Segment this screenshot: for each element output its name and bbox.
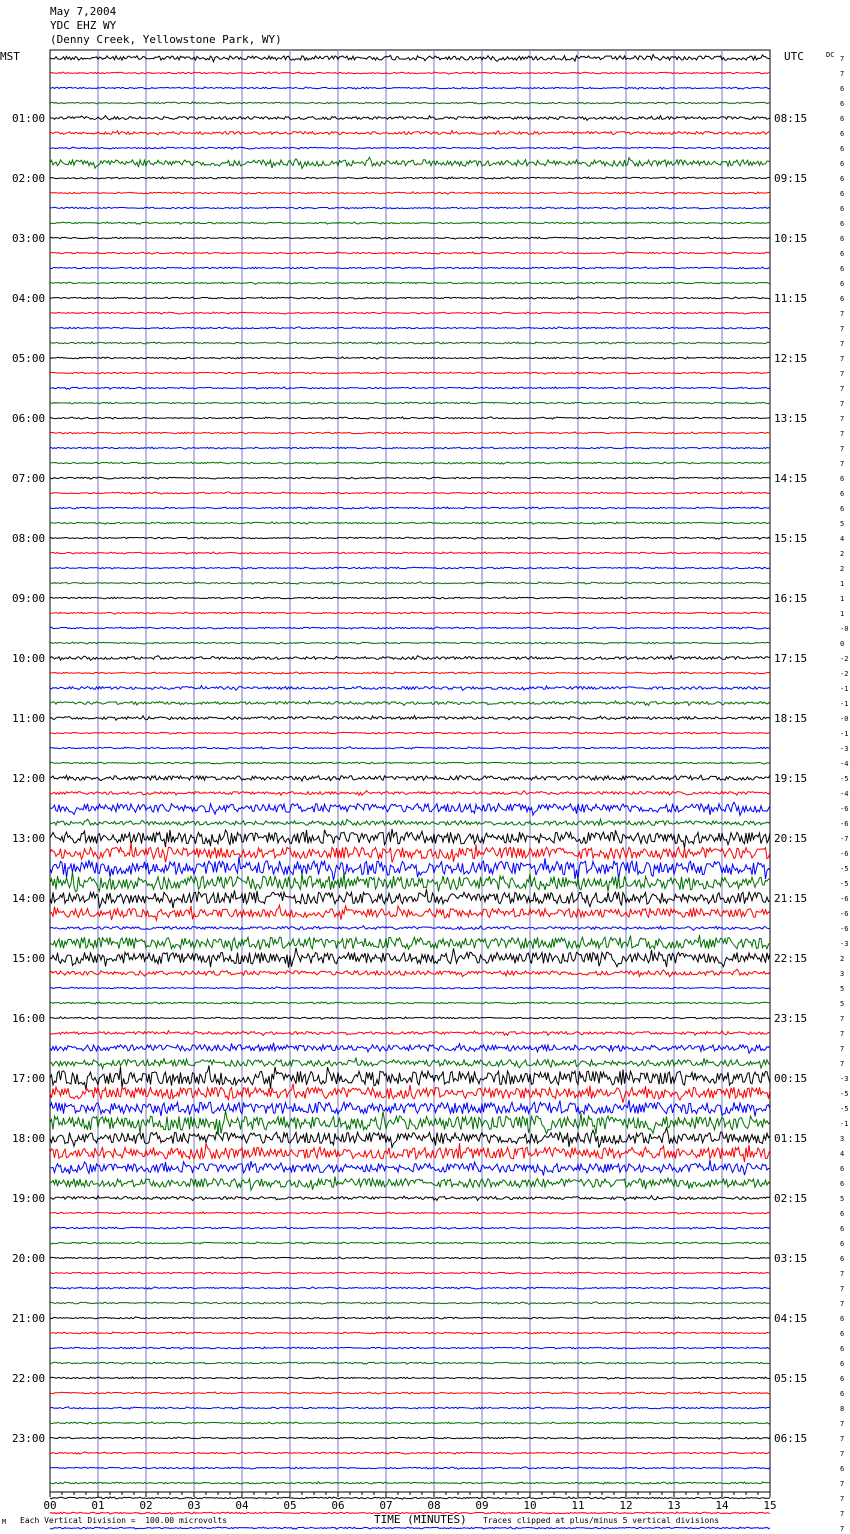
- dc-offset-label: 2: [840, 550, 845, 558]
- seismic-trace: [50, 1257, 770, 1259]
- mst-time-label: 15:00: [12, 952, 46, 965]
- dc-offset-label: 6: [840, 205, 845, 213]
- seismic-trace: [50, 432, 770, 434]
- dc-offset-label: -7: [840, 835, 849, 843]
- dc-offset-label: 6: [840, 1465, 845, 1473]
- dc-offset-label: 7: [840, 340, 845, 348]
- seismic-trace: [50, 987, 770, 989]
- seismic-trace: [50, 791, 770, 796]
- x-axis-label: TIME (MINUTES): [374, 1513, 467, 1526]
- seismic-trace: [50, 926, 770, 931]
- plot-frame: [50, 50, 770, 1492]
- dc-offset-label: 8: [840, 1405, 845, 1413]
- mst-time-label: 13:00: [12, 832, 46, 845]
- seismic-trace: [50, 1111, 770, 1135]
- seismic-trace: [50, 492, 770, 494]
- utc-time-label: 01:15: [774, 1132, 808, 1145]
- seismic-trace: [50, 297, 770, 299]
- dc-offset-label: 6: [840, 265, 845, 273]
- seismic-trace: [50, 282, 770, 284]
- utc-time-label: 00:15: [774, 1072, 808, 1085]
- dc-offset-label: 6: [840, 160, 845, 168]
- dc-offset-label: -3: [840, 745, 849, 753]
- x-tick-label: 06: [331, 1499, 345, 1512]
- dc-offset-label: 6: [840, 235, 845, 243]
- seismic-trace: [50, 1407, 770, 1409]
- seismic-trace: [50, 1212, 770, 1214]
- dc-offset-label: -5: [840, 865, 849, 873]
- x-tick-label: 13: [667, 1499, 681, 1512]
- seismic-trace: [50, 1437, 770, 1439]
- x-tick-label: 15: [763, 1499, 777, 1512]
- seismic-trace: [50, 157, 770, 168]
- dc-offset-label: 5: [840, 985, 845, 993]
- station-code: YDC EHZ WY: [50, 19, 117, 32]
- seismic-trace: [50, 762, 770, 764]
- seismic-trace: [50, 237, 770, 239]
- seismic-trace: [50, 131, 770, 135]
- utc-time-label: 15:15: [774, 532, 808, 545]
- dc-offset-label: 6: [840, 250, 845, 258]
- dc-offset-label: 3: [840, 1135, 845, 1143]
- seismic-trace: [50, 462, 770, 464]
- x-tick-label: 10: [523, 1499, 537, 1512]
- utc-time-label: 19:15: [774, 772, 808, 785]
- seismic-trace: [50, 147, 770, 149]
- seismic-trace: [50, 843, 770, 863]
- seismic-trace: [50, 55, 770, 62]
- seismic-trace: [50, 72, 770, 74]
- mst-time-label: 03:00: [12, 232, 46, 245]
- dc-offset-label: 6: [840, 1225, 845, 1233]
- seismic-trace: [50, 567, 770, 569]
- dc-offset-label: 6: [840, 1315, 845, 1323]
- mst-time-label: 19:00: [12, 1192, 46, 1205]
- seismic-trace: [50, 192, 770, 195]
- seismic-trace: [50, 1467, 770, 1469]
- dc-offset-label: 7: [840, 1285, 845, 1293]
- utc-time-label: 11:15: [774, 292, 808, 305]
- seismic-trace: [50, 1527, 770, 1529]
- x-tick-label: 02: [139, 1499, 153, 1512]
- dc-offset-label: -3: [840, 940, 849, 948]
- dc-offset-label: 6: [840, 1345, 845, 1353]
- dc-offset-label: 7: [840, 370, 845, 378]
- dc-offset-label: 7: [840, 1495, 845, 1503]
- dc-offset-label: -4: [840, 760, 849, 768]
- dc-offset-label: 6: [840, 85, 845, 93]
- utc-time-label: 21:15: [774, 892, 808, 905]
- utc-time-label: 17:15: [774, 652, 808, 665]
- seismic-trace: [50, 402, 770, 404]
- utc-time-label: 20:15: [774, 832, 808, 845]
- mst-time-label: 22:00: [12, 1372, 46, 1385]
- x-tick-label: 11: [571, 1499, 585, 1512]
- seismic-trace: [50, 686, 770, 691]
- dc-offset-label: 7: [840, 1030, 845, 1038]
- seismic-trace: [50, 87, 770, 89]
- x-tick-label: 00: [43, 1499, 57, 1512]
- dc-offset-label: 2: [840, 955, 845, 963]
- seismic-trace: [50, 1100, 770, 1116]
- dc-offset-label: 7: [840, 460, 845, 468]
- dc-offset-label: 2: [840, 565, 845, 573]
- utc-time-label: 16:15: [774, 592, 808, 605]
- dc-offset-label: 6: [840, 1180, 845, 1188]
- seismic-trace: [50, 1317, 770, 1319]
- dc-offset-label: 6: [840, 100, 845, 108]
- seismic-trace: [50, 1227, 770, 1229]
- dc-offset-label: 5: [840, 1195, 845, 1203]
- seismic-trace: [50, 1084, 770, 1103]
- dc-offset-label: -1: [840, 685, 849, 693]
- dc-offset-label: 6: [840, 280, 845, 288]
- dc-offset-label: 7: [840, 1300, 845, 1308]
- seismic-trace: [50, 507, 770, 509]
- seismic-trace: [50, 1422, 770, 1424]
- utc-time-label: 02:15: [774, 1192, 808, 1205]
- dc-offset-label: 7: [840, 1510, 845, 1518]
- seismic-trace: [50, 969, 770, 977]
- dc-offset-label: -2: [840, 670, 849, 678]
- seismic-trace: [50, 1362, 770, 1364]
- mst-axis-label: MST: [0, 50, 20, 63]
- mst-time-label: 10:00: [12, 652, 46, 665]
- seismic-trace: [50, 948, 770, 968]
- utc-time-label: 18:15: [774, 712, 808, 725]
- dc-offset-label: -6: [840, 910, 849, 918]
- dc-offset-label: 7: [840, 1045, 845, 1053]
- mst-time-label: 02:00: [12, 172, 46, 185]
- seismic-trace: [50, 1482, 770, 1484]
- dc-offset-label: 7: [840, 415, 845, 423]
- seismic-trace: [50, 1058, 770, 1069]
- seismic-trace: [50, 612, 770, 614]
- dc-offset-label: -0: [840, 625, 849, 633]
- seismic-trace: [50, 1302, 770, 1304]
- mst-time-label: 07:00: [12, 472, 46, 485]
- mst-time-label: 21:00: [12, 1312, 46, 1325]
- dc-offset-label: 5: [840, 1000, 845, 1008]
- mst-time-label: 04:00: [12, 292, 46, 305]
- utc-time-label: 12:15: [774, 352, 808, 365]
- seismic-trace: [50, 1128, 770, 1148]
- dc-offset-label: 7: [840, 430, 845, 438]
- seismic-trace: [50, 905, 770, 920]
- dc-offset-label: 7: [840, 385, 845, 393]
- utc-time-label: 23:15: [774, 1012, 808, 1025]
- utc-time-label: 08:15: [774, 112, 808, 125]
- seismic-trace: [50, 477, 770, 479]
- dc-offset-label: 6: [840, 475, 845, 483]
- dc-offset-label: -6: [840, 925, 849, 933]
- seismic-trace: [50, 552, 770, 554]
- dc-offset-label: 7: [840, 1270, 845, 1278]
- mst-time-label: 12:00: [12, 772, 46, 785]
- dc-offset-label: -6: [840, 895, 849, 903]
- seismic-trace: [50, 1242, 770, 1244]
- x-tick-label: 03: [187, 1499, 201, 1512]
- seismic-trace: [50, 597, 770, 599]
- seismic-trace: [50, 1043, 770, 1053]
- dc-offset-label: 4: [840, 1150, 845, 1158]
- seismic-trace: [50, 327, 770, 329]
- dc-offset-label: -0: [840, 715, 849, 723]
- dc-offset-label: 6: [840, 145, 845, 153]
- seismic-trace: [50, 312, 770, 314]
- dc-offset-label: 7: [840, 325, 845, 333]
- seismic-trace: [50, 1497, 770, 1500]
- seismic-trace: [50, 387, 770, 389]
- utc-time-label: 05:15: [774, 1372, 808, 1385]
- dc-offset-label: 1: [840, 610, 845, 618]
- dc-offset-label: 6: [840, 1210, 845, 1218]
- dc-column-label: DC: [826, 51, 835, 59]
- station-location: (Denny Creek, Yellowstone Park, WY): [50, 33, 282, 46]
- dc-offset-label: 6: [840, 1165, 845, 1173]
- seismic-trace: [50, 116, 770, 121]
- mst-time-label: 17:00: [12, 1072, 46, 1085]
- seismic-trace: [50, 872, 770, 892]
- dc-offset-label: -5: [840, 880, 849, 888]
- dc-offset-label: 6: [840, 190, 845, 198]
- seismic-trace: [50, 819, 770, 825]
- seismic-trace: [50, 417, 770, 420]
- mst-time-label: 20:00: [12, 1252, 46, 1265]
- dc-offset-label: 6: [840, 175, 845, 183]
- seismic-trace: [50, 656, 770, 661]
- dc-offset-label: -1: [840, 700, 849, 708]
- seismic-trace: [50, 1392, 770, 1394]
- seismic-trace: [50, 1017, 770, 1020]
- seismic-trace: [50, 802, 770, 815]
- seismic-trace: [50, 1452, 770, 1454]
- chart-title: May 7,2004: [50, 5, 117, 18]
- seismic-trace: [50, 447, 770, 449]
- seismic-trace: [50, 537, 770, 539]
- seismic-trace: [50, 716, 770, 721]
- dc-offset-label: -5: [840, 1090, 849, 1098]
- seismic-trace: [50, 775, 770, 781]
- dc-offset-label: -6: [840, 820, 849, 828]
- dc-offset-label: 6: [840, 220, 845, 228]
- dc-offset-label: 7: [840, 1525, 845, 1533]
- dc-offset-label: 7: [840, 445, 845, 453]
- dc-offset-label: 1: [840, 595, 845, 603]
- seismic-trace: [50, 747, 770, 750]
- dc-offset-label: 7: [840, 1435, 845, 1443]
- seismic-trace: [50, 829, 770, 848]
- logo-mark: M: [2, 1518, 7, 1526]
- utc-time-label: 06:15: [774, 1432, 808, 1445]
- seismic-trace: [50, 1347, 770, 1349]
- seismic-trace: [50, 935, 770, 951]
- utc-time-label: 04:15: [774, 1312, 808, 1325]
- seismic-trace: [50, 1332, 770, 1335]
- x-tick-label: 14: [715, 1499, 729, 1512]
- utc-time-label: 14:15: [774, 472, 808, 485]
- seismic-trace: [50, 672, 770, 674]
- seismic-trace: [50, 207, 770, 209]
- dc-offset-label: 7: [840, 400, 845, 408]
- mst-time-label: 08:00: [12, 532, 46, 545]
- seismic-trace: [50, 372, 770, 374]
- dc-offset-label: 0: [840, 640, 845, 648]
- dc-offset-label: 6: [840, 1330, 845, 1338]
- seismic-trace: [50, 701, 770, 706]
- seismic-trace: [50, 1002, 770, 1004]
- dc-offset-label: 7: [840, 1420, 845, 1428]
- x-tick-label: 12: [619, 1499, 633, 1512]
- dc-offset-label: 7: [840, 355, 845, 363]
- seismic-trace: [50, 357, 770, 360]
- mst-time-label: 16:00: [12, 1012, 46, 1025]
- x-tick-label: 09: [475, 1499, 489, 1512]
- seismic-trace: [50, 1177, 770, 1191]
- dc-offset-label: 6: [840, 1375, 845, 1383]
- dc-offset-label: 7: [840, 1450, 845, 1458]
- dc-offset-label: 7: [840, 310, 845, 318]
- dc-offset-label: 7: [840, 55, 845, 63]
- x-tick-label: 01: [91, 1499, 105, 1512]
- utc-axis-label: UTC: [784, 50, 804, 63]
- dc-offset-label: 6: [840, 130, 845, 138]
- dc-offset-label: 6: [840, 1255, 845, 1263]
- dc-offset-label: 5: [840, 520, 845, 528]
- mst-time-label: 11:00: [12, 712, 46, 725]
- seismic-trace: [50, 1031, 770, 1036]
- seismic-trace: [50, 522, 770, 525]
- clip-note: Traces clipped at plus/minus 5 vertical divisions: [483, 1516, 720, 1525]
- dc-offset-label: 7: [840, 1060, 845, 1068]
- seismic-trace: [50, 1377, 770, 1379]
- dc-offset-label: -1: [840, 1120, 849, 1128]
- utc-time-label: 09:15: [774, 172, 808, 185]
- seismic-trace: [50, 582, 770, 585]
- dc-offset-label: -5: [840, 1105, 849, 1113]
- x-tick-label: 04: [235, 1499, 249, 1512]
- dc-offset-label: -6: [840, 805, 849, 813]
- mst-time-label: 23:00: [12, 1432, 46, 1445]
- seismic-trace: [50, 1272, 770, 1274]
- utc-time-label: 22:15: [774, 952, 808, 965]
- dc-offset-label: -5: [840, 775, 849, 783]
- dc-offset-label: 6: [840, 1390, 845, 1398]
- seismic-trace: [50, 889, 770, 908]
- seismic-trace: [50, 1287, 770, 1289]
- mst-time-label: 09:00: [12, 592, 46, 605]
- seismic-trace: [50, 177, 770, 179]
- x-tick-label: 05: [283, 1499, 297, 1512]
- mst-time-label: 01:00: [12, 112, 46, 125]
- seismic-trace: [50, 1143, 770, 1162]
- dc-offset-label: 6: [840, 115, 845, 123]
- seismic-trace: [50, 102, 770, 104]
- seismic-trace: [50, 1160, 770, 1175]
- utc-time-label: 03:15: [774, 1252, 808, 1265]
- x-tick-label: 08: [427, 1499, 441, 1512]
- seismic-trace: [50, 627, 770, 629]
- dc-offset-label: -2: [840, 655, 849, 663]
- dc-offset-label: -4: [840, 790, 849, 798]
- seismic-trace: [50, 267, 770, 269]
- dc-offset-label: 6: [840, 1240, 845, 1248]
- utc-time-label: 13:15: [774, 412, 808, 425]
- scale-note: Each Vertical Division = 100.00 microvolts: [20, 1516, 228, 1525]
- dc-offset-label: 3: [840, 970, 845, 978]
- mst-time-label: 05:00: [12, 352, 46, 365]
- mst-time-label: 14:00: [12, 892, 46, 905]
- dc-offset-label: 6: [840, 295, 845, 303]
- dc-offset-label: -1: [840, 730, 849, 738]
- dc-offset-label: 1: [840, 580, 845, 588]
- seismic-trace: [50, 222, 770, 224]
- dc-offset-label: 6: [840, 1360, 845, 1368]
- dc-offset-label: -3: [840, 1075, 849, 1083]
- mst-time-label: 06:00: [12, 412, 46, 425]
- x-tick-label: 07: [379, 1499, 393, 1512]
- dc-offset-label: 4: [840, 535, 845, 543]
- dc-offset-label: -6: [840, 850, 849, 858]
- dc-offset-label: 7: [840, 70, 845, 78]
- dc-offset-label: 6: [840, 505, 845, 513]
- dc-offset-label: 6: [840, 490, 845, 498]
- utc-time-label: 10:15: [774, 232, 808, 245]
- mst-time-label: 18:00: [12, 1132, 46, 1145]
- seismic-trace: [50, 642, 770, 644]
- seismic-trace: [50, 1196, 770, 1201]
- seismic-trace: [50, 342, 770, 344]
- dc-offset-label: 7: [840, 1015, 845, 1023]
- seismic-trace: [50, 252, 770, 255]
- seismic-trace: [50, 732, 770, 734]
- dc-offset-label: 7: [840, 1480, 845, 1488]
